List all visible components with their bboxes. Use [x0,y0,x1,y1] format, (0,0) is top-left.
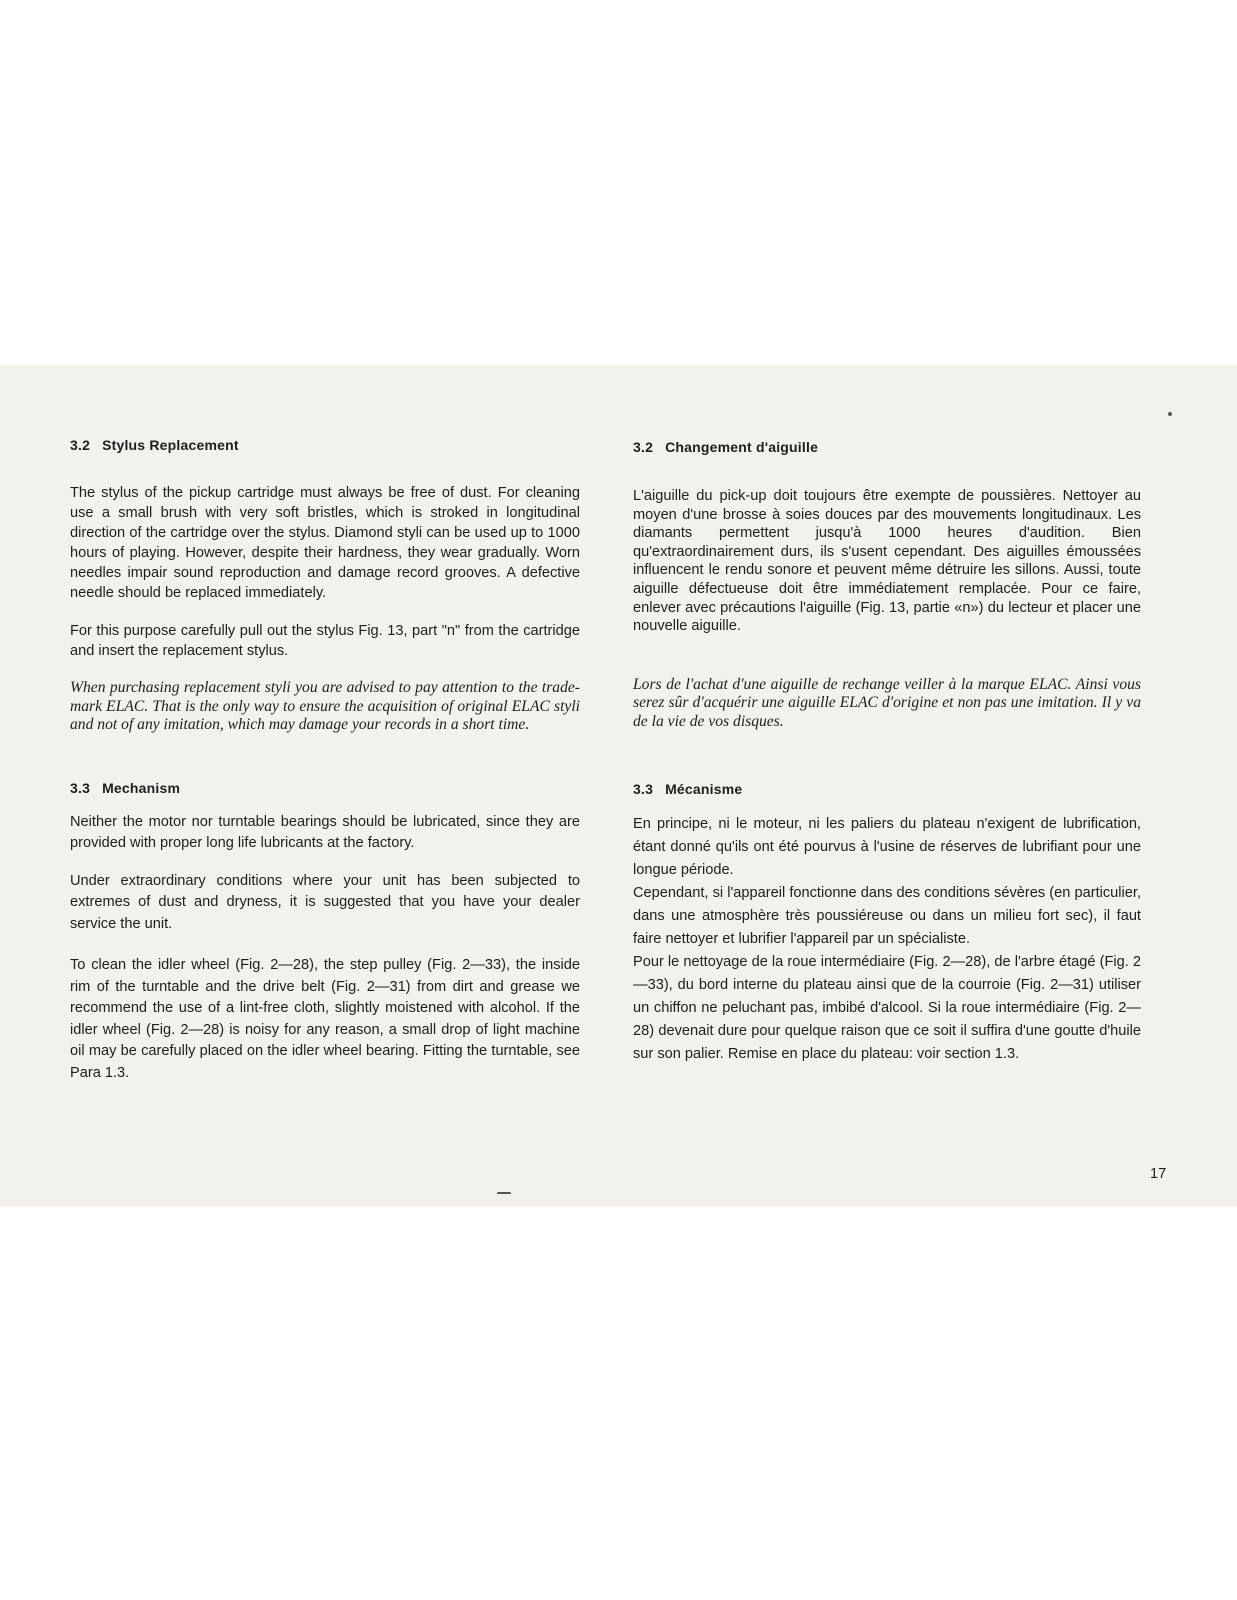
paragraph: Neither the motor nor turntable bearings should be lubricated, since they are provided with proper long life lubricants at the factory. [70,813,580,851]
paragraph: L'aiguille du pick-up doit toujours être exempte de poussières. Nettoyer au moyen d'une brosse à soies douces par des mouvements longitudinaux. Les diamants permettent jusqu'à 1000 heures d'audition. Bien qu'extraordinairement durs, ils s'usent cependant. Des aiguilles émoussées influencent le rendu sonore et peuvent même détruire les sillons. Aussi, toute aiguille défectueuse doit être immédiatement remplacée. Pour ce faire, enlever avec précautions l'aiguille (Fig. 13, partie «n») du lecteur et placer une nouvelle aiguille. [633,488,1141,635]
paragraph: To clean the idler wheel (Fig. 2—28), the step pulley (Fig. 2—33), the inside rim of the turntable and the drive belt (Fig. 2—31) from dirt and grease we recommend the use of a lint-free cloth, slightly moistened with alcohol. If the idler wheel (Fig. 2—28) is noisy for any reason, a small drop of light machine oil may be carefully placed on the idler wheel bearing. Fitting the turntable, see Para 1.3. [70,957,580,1081]
italic-note: When purchasing replacement styli you are advised to pay attention to the trade-mark ELAC. That is the only way to ensure the acquisition of original ELAC styli and not of any imitation, which may damage your records in a short time. [70,679,580,733]
section-heading-mechanism: 3.3 Mechanism [70,779,181,796]
paragraph: Cependant, si l'appareil fonctionne dans des conditions sévères (en particulier, dans une atmosphère très poussiéreuse ou dans un milieu fort sec), il faut faire nettoyer et lubrifier l'appareil par un spécialiste. [633,885,1141,948]
paragraph: Under extraordinary conditions where your unit has been subjected to extremes of dust and dryness, it is suggested that you have your dealer service the unit. [70,872,580,932]
section-heading-mecanisme: 3.3 Mécanisme [633,781,743,798]
dust-speck [1168,412,1172,416]
section-heading-changement-aiguille: 3.2 Changement d'aiguille [633,439,819,455]
dust-speck [497,1192,511,1194]
italic-note: Lors de l'achat d'une aiguille de rechange veiller à la marque ELAC. Ainsi vous serez sûr d'acquérir une aiguille ELAC d'origine et non pas une imitation. Il y va de la vie de vos disques. [633,675,1141,730]
paragraph: En principe, ni le moteur, ni les paliers du plateau n'exigent de lubrification, étant donné qu'ils ont été pourvus à l'usine de réserves de lubrifiant pour une longue période. [633,816,1141,879]
english-column [70,435,580,1084]
paragraph: The stylus of the pickup cartridge must always be free of dust. For cleaning use a small brush with very soft bristles, which is stroked in longitudinal direction of the cartridge over the stylus. Diamond styli can be used up to 1000 hours of playing. However, despite their hardness, they wear gradually. Worn needles impair sound reproduction and damage record grooves. A defective needle should be replaced immediately. [70,485,580,601]
french-column [633,437,1141,1066]
page-number: 17 [1150,1166,1167,1182]
paragraph: For this purpose carefully pull out the stylus Fig. 13, part "n" from the cartridge and insert the replacement stylus. [70,623,580,659]
section-heading-stylus-replacement: 3.2 Stylus Replacement [70,437,239,453]
paragraph: Pour le nettoyage de la roue intermédiaire (Fig. 2—28), de l'arbre étagé (Fig. 2—33), du bord interne du plateau ainsi que de la courroie (Fig. 2—31) utiliser un chiffon ne peluchant pas, imbibé d'alcool. Si la roue intermédiaire (Fig. 2—28) devenait dure pour quelque raison que ce soit il suffira d'une goutte d'huile sur son palier. Remise en place du plateau: voir section 1.3. [633,954,1141,1063]
